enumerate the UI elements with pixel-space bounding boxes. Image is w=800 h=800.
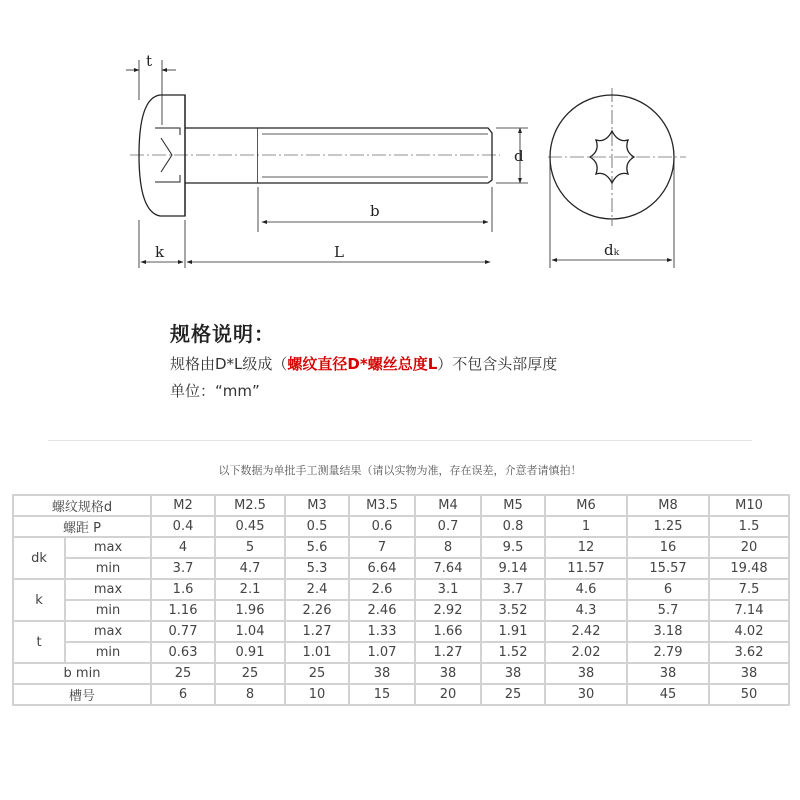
t-min-cell: 0.91 [215, 642, 285, 663]
t-min-cell: 2.02 [545, 642, 627, 663]
k-min-cell: 2.92 [415, 600, 481, 621]
dk-max-cell: 8 [415, 537, 481, 558]
dk-max-cell: 4 [151, 537, 215, 558]
spec-title: 规格说明： [170, 322, 275, 346]
pitch-row-cell: 0.45 [215, 516, 285, 537]
bmin-row-cell: 38 [349, 663, 415, 684]
pitch-row-cell: 1.5 [709, 516, 789, 537]
dimension-label-k: k [155, 243, 165, 261]
t-max-cell: 3.18 [627, 621, 709, 642]
k-max-cell: 2.4 [285, 579, 349, 600]
bmin-row-cell: 25 [215, 663, 285, 684]
k-min-cell: 3.52 [481, 600, 545, 621]
dk-max-cell: 7 [349, 537, 415, 558]
slot-row-label: 槽号 [13, 684, 151, 705]
bmin-row-cell: 38 [709, 663, 789, 684]
k-max-cell: 7.5 [709, 579, 789, 600]
thread-size-cell: M8 [627, 495, 709, 516]
slot-row-cell: 20 [415, 684, 481, 705]
k-min-cell: 4.3 [545, 600, 627, 621]
t-max-label: max [65, 621, 151, 642]
dk-max-row [13, 537, 789, 558]
screw-shank [185, 128, 258, 183]
t-min-cell: 1.01 [285, 642, 349, 663]
t-max-row [13, 621, 789, 642]
dimension-label-d: d [514, 147, 524, 165]
bmin-row-cell: 38 [481, 663, 545, 684]
t-max-cell: 1.66 [415, 621, 481, 642]
dk-min-label: min [65, 558, 151, 579]
slot-row-cell: 15 [349, 684, 415, 705]
bmin-row-cell: 25 [285, 663, 349, 684]
bmin-row-cell: 38 [545, 663, 627, 684]
t-max-cell: 1.27 [285, 621, 349, 642]
dk-min-cell: 3.7 [151, 558, 215, 579]
slot-row [13, 684, 789, 705]
dk-min-cell: 6.64 [349, 558, 415, 579]
k-max-cell: 4.6 [545, 579, 627, 600]
k-max-row [13, 579, 789, 600]
k-min-label: min [65, 600, 151, 621]
pitch-row-cell: 0.8 [481, 516, 545, 537]
dimension-label-dk: dₖ [604, 241, 620, 259]
measurement-disclaimer: 以下数据为单批手工测量结果（请以实物为准，存在误差，介意者请慎拍！ [218, 464, 582, 477]
k-min-cell: 7.14 [709, 600, 789, 621]
dk-min-cell: 9.14 [481, 558, 545, 579]
k-min-cell: 2.26 [285, 600, 349, 621]
t-max-cell: 1.91 [481, 621, 545, 642]
spec-format-highlight: 螺纹直径D*螺丝总度L [287, 355, 438, 373]
k-min-cell: 1.16 [151, 600, 215, 621]
dk-max-cell: 12 [545, 537, 627, 558]
t-label: t [13, 621, 65, 663]
t-min-cell: 2.79 [627, 642, 709, 663]
spec-format-line [170, 353, 557, 374]
slot-row-cell: 45 [627, 684, 709, 705]
thread-size-cell: M2.5 [215, 495, 285, 516]
pitch-row-cell: 0.6 [349, 516, 415, 537]
k-min-cell: 1.96 [215, 600, 285, 621]
spec-unit-line: 单位：“mm” [170, 382, 260, 400]
screw-technical-drawing [0, 0, 800, 300]
dk-min-cell: 19.48 [709, 558, 789, 579]
pitch-row-cell: 1 [545, 516, 627, 537]
t-max-cell: 0.77 [151, 621, 215, 642]
table-header-row [13, 495, 789, 516]
spec-format-prefix: 规格由D*L级成（ [170, 355, 288, 373]
dk-min-cell: 11.57 [545, 558, 627, 579]
dk-min-cell: 15.57 [627, 558, 709, 579]
bmin-row-label: b min [13, 663, 151, 684]
bmin-row-cell: 38 [415, 663, 481, 684]
t-max-cell: 4.02 [709, 621, 789, 642]
k-max-cell: 3.7 [481, 579, 545, 600]
slot-row-cell: 50 [709, 684, 789, 705]
slot-row-cell: 30 [545, 684, 627, 705]
thread-size-cell: M3 [285, 495, 349, 516]
divider [48, 440, 752, 441]
t-min-row [13, 642, 789, 663]
dk-max-cell: 5.6 [285, 537, 349, 558]
k-max-cell: 2.1 [215, 579, 285, 600]
spec-description [170, 318, 557, 401]
t-min-cell: 1.52 [481, 642, 545, 663]
slot-row-cell: 10 [285, 684, 349, 705]
k-min-row [13, 600, 789, 621]
t-min-cell: 1.07 [349, 642, 415, 663]
pitch-row [13, 516, 789, 537]
dk-min-cell: 4.7 [215, 558, 285, 579]
thread-size-header: 螺纹规格d [13, 495, 151, 516]
dk-max-cell: 5 [215, 537, 285, 558]
t-min-cell: 1.27 [415, 642, 481, 663]
pitch-row-cell: 1.25 [627, 516, 709, 537]
t-max-cell: 2.42 [545, 621, 627, 642]
k-max-cell: 6 [627, 579, 709, 600]
k-min-cell: 5.7 [627, 600, 709, 621]
dk-max-cell: 20 [709, 537, 789, 558]
dk-min-cell: 7.64 [415, 558, 481, 579]
t-max-cell: 1.04 [215, 621, 285, 642]
k-label: k [13, 579, 65, 621]
pitch-row-cell: 0.7 [415, 516, 481, 537]
k-max-label: max [65, 579, 151, 600]
dimension-label-L: L [334, 243, 344, 261]
slot-row-cell: 25 [481, 684, 545, 705]
dimension-label-b: b [370, 202, 380, 220]
dk-min-cell: 5.3 [285, 558, 349, 579]
dk-max-label: max [65, 537, 151, 558]
dimension-label-t: t [146, 52, 153, 70]
slot-row-cell: 8 [215, 684, 285, 705]
dk-min-row [13, 558, 789, 579]
thread-size-cell: M2 [151, 495, 215, 516]
t-min-cell: 3.62 [709, 642, 789, 663]
t-min-label: min [65, 642, 151, 663]
dk-label: dk [13, 537, 65, 579]
pitch-row-cell: 0.4 [151, 516, 215, 537]
specification-table [12, 494, 790, 706]
thread-size-cell: M6 [545, 495, 627, 516]
k-max-cell: 1.6 [151, 579, 215, 600]
thread-size-cell: M5 [481, 495, 545, 516]
thread-size-cell: M10 [709, 495, 789, 516]
bmin-row-cell: 38 [627, 663, 709, 684]
thread-size-cell: M3.5 [349, 495, 415, 516]
pitch-row-cell: 0.5 [285, 516, 349, 537]
k-min-cell: 2.46 [349, 600, 415, 621]
t-max-cell: 1.33 [349, 621, 415, 642]
k-max-cell: 2.6 [349, 579, 415, 600]
bmin-row-cell: 25 [151, 663, 215, 684]
screw-thread [258, 128, 492, 183]
pitch-row-label: 螺距 P [13, 516, 151, 537]
k-max-cell: 3.1 [415, 579, 481, 600]
dk-max-cell: 16 [627, 537, 709, 558]
spec-format-suffix: ）不包含头部厚度 [437, 355, 558, 373]
t-min-cell: 0.63 [151, 642, 215, 663]
slot-row-cell: 6 [151, 684, 215, 705]
bmin-row [13, 663, 789, 684]
dk-max-cell: 9.5 [481, 537, 545, 558]
thread-size-cell: M4 [415, 495, 481, 516]
